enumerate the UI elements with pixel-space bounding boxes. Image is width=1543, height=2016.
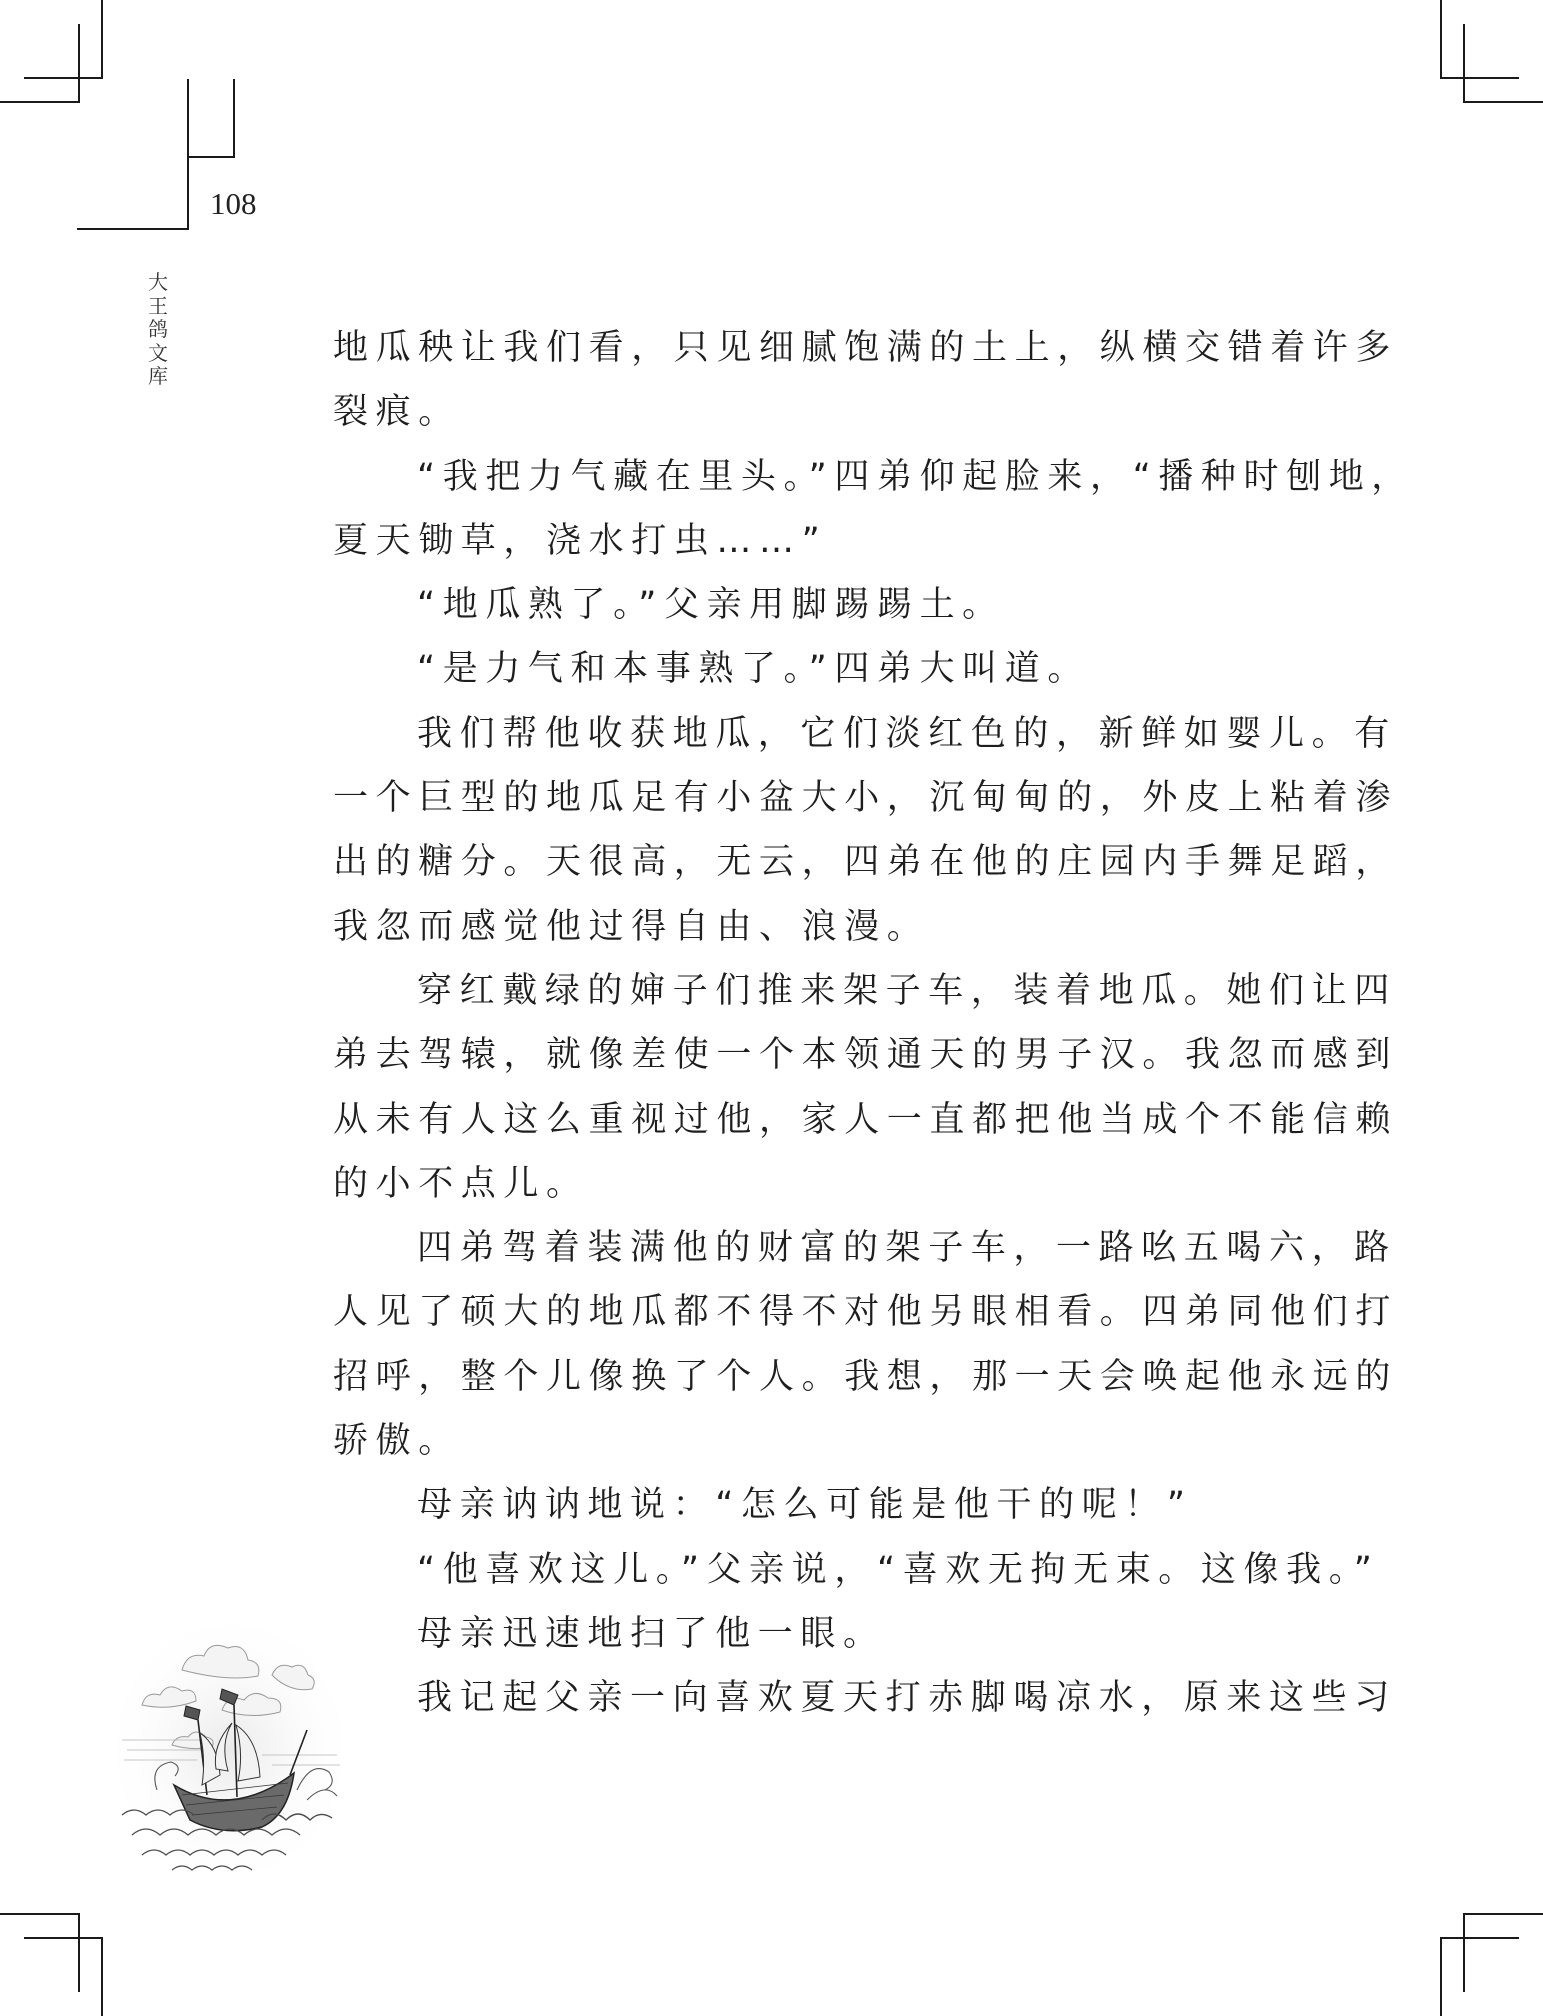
crop-mark-bottom-left-a <box>0 1913 80 1915</box>
crop-mark-top-left-b <box>78 24 80 103</box>
header-bracket-line <box>77 228 189 230</box>
crop-mark-top-right-b <box>1463 24 1465 103</box>
page-number: 108 <box>210 186 257 221</box>
body-text <box>333 316 1414 1731</box>
crop-mark-bottom-left-b <box>24 1937 103 1939</box>
crop-mark-top-right-a <box>1440 0 1442 79</box>
text-line: 母亲讷讷地说：“怎么可能是他干的呢！” <box>417 1485 1193 1526</box>
text-line: “我把力气藏在里头。”四弟仰起脸来，“播种时刨地， <box>417 456 1414 497</box>
header-bracket-line <box>187 79 189 230</box>
crop-mark-bottom-right-a <box>1463 1913 1543 1915</box>
text-line: 人见了硕大的地瓜都不得不对他另眼相看。四弟同他们打 <box>333 1292 1399 1333</box>
text-line: 地瓜秧让我们看，只见细腻饱满的土上，纵横交错着许多 <box>333 328 1399 368</box>
crop-mark-top-right-a <box>1440 77 1519 79</box>
crop-mark-top-left-a <box>24 77 103 79</box>
ship-illustration <box>112 1615 348 1880</box>
text-line: 从未有人这么重视过他，家人一直都把他当成个不能信赖 <box>333 1099 1399 1140</box>
header-bracket-line <box>187 156 235 158</box>
text-line: “地瓜熟了。”父亲用脚踢踢土。 <box>417 585 1005 626</box>
crop-mark-bottom-left-b <box>101 1937 103 2016</box>
text-line: 的小不点儿。 <box>333 1163 589 1204</box>
crop-mark-top-right-b <box>1463 101 1543 103</box>
text-line: “是力气和本事熟了。”四弟大叫道。 <box>417 649 1090 690</box>
text-line: 我忽而感觉他过得自由、浪漫。 <box>333 906 930 947</box>
header-bracket-line <box>233 79 235 158</box>
text-line: “他喜欢这儿。”父亲说，“喜欢无拘无束。这像我。” <box>417 1549 1380 1590</box>
crop-mark-top-left-b <box>0 101 80 103</box>
crop-mark-bottom-right-b <box>1440 1937 1442 2016</box>
text-line: 母亲迅速地扫了他一眼。 <box>417 1613 886 1654</box>
text-line: 裂痕。 <box>333 392 461 433</box>
crop-mark-bottom-right-a <box>1463 1913 1465 1992</box>
text-line: 穿红戴绿的婶子们推来架子车，装着地瓜。她们让四 <box>417 970 1397 1011</box>
text-line: 出的糖分。天很高，无云，四弟在他的庄园内手舞足蹈， <box>333 842 1399 883</box>
crop-mark-top-left-a <box>101 0 103 79</box>
text-line: 我记起父亲一向喜欢夏天打赤脚喝凉水，原来这些习 <box>417 1678 1397 1719</box>
crop-mark-bottom-left-a <box>78 1913 80 1992</box>
text-line: 一个巨型的地瓜足有小盆大小，沉甸甸的，外皮上粘着渗 <box>333 778 1399 819</box>
text-line: 骄傲。 <box>333 1421 461 1462</box>
text-line: 弟去驾辕，就像差使一个本领通天的男子汉。我忽而感到 <box>333 1035 1399 1076</box>
series-label: 大王鸽文库 <box>148 270 168 389</box>
text-line: 四弟驾着装满他的财富的架子车，一路吆五喝六，路 <box>417 1228 1397 1269</box>
text-line: 我们帮他收获地瓜，它们淡红色的，新鲜如婴儿。有 <box>417 713 1397 754</box>
crop-mark-bottom-right-b <box>1440 1937 1519 1939</box>
text-line: 夏天锄草，浇水打虫……” <box>333 520 828 561</box>
text-line: 招呼，整个儿像换了个人。我想，那一天会唤起他永远的 <box>333 1356 1399 1397</box>
